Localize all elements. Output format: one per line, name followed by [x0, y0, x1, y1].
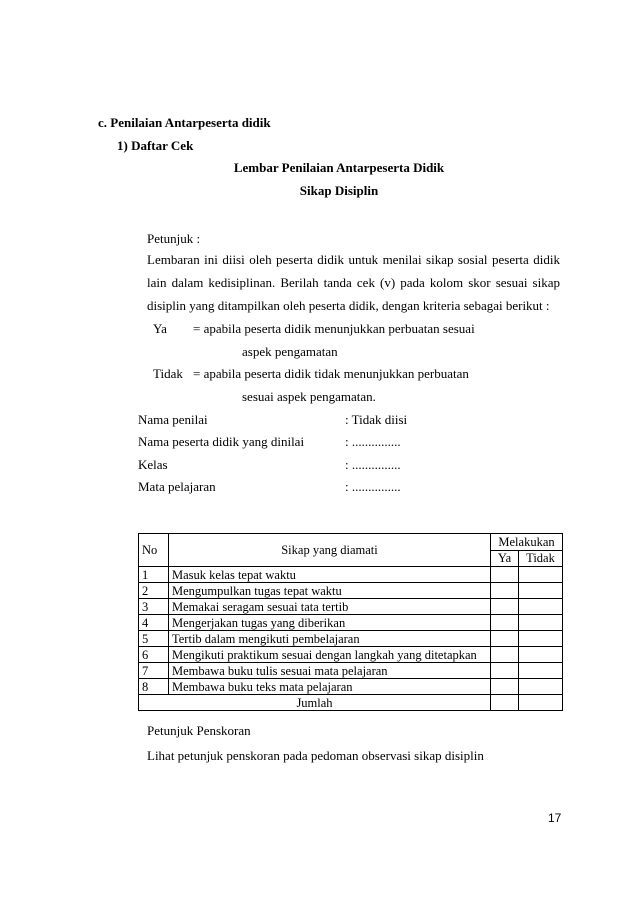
table-row [139, 679, 563, 695]
header-tidak: Tidak [519, 550, 563, 567]
check-ya-cell[interactable] [491, 663, 519, 679]
table-total-row [139, 695, 563, 711]
field-label-mata-pelajaran: Mata pelajaran [138, 479, 216, 494]
table-row [139, 647, 563, 663]
criteria-ya-definition-cont: aspek pengamatan [242, 344, 338, 359]
table-row [139, 631, 563, 647]
check-tidak-cell[interactable] [519, 615, 563, 631]
table-row [139, 599, 563, 615]
criteria-tidak-definition-cont: sesuai aspek pengamatan. [242, 389, 376, 404]
instructions-line-2: lain dalam kedisiplinan. Berilah tanda cek (v) pada kolom skor sesuai sikap [147, 275, 560, 290]
page-number: 17 [548, 811, 562, 825]
table-row [139, 567, 563, 583]
row-sikap: Membawa buku tulis sesuai mata pelajaran [169, 663, 491, 679]
header-sikap: Sikap yang diamati [169, 534, 491, 567]
criteria-ya-definition: = apabila peserta didik menunjukkan perbuatan sesuai [193, 321, 475, 336]
criteria-ya-term: Ya [153, 321, 167, 336]
instructions-line-1: Lembaran ini diisi oleh peserta didik untuk menilai sikap sosial peserta didik [147, 252, 560, 267]
check-ya-cell[interactable] [491, 647, 519, 663]
form-subtitle: Sikap Disiplin [299, 183, 379, 198]
row-sikap: Memakai seragam sesuai tata tertib [169, 599, 491, 615]
check-tidak-cell[interactable] [519, 599, 563, 615]
check-ya-cell[interactable] [491, 631, 519, 647]
field-label-kelas: Kelas [138, 457, 168, 472]
check-tidak-cell[interactable] [519, 631, 563, 647]
check-ya-cell[interactable] [491, 679, 519, 695]
jumlah-ya-cell[interactable] [491, 695, 519, 711]
row-no: 8 [139, 679, 169, 695]
table-row [139, 615, 563, 631]
row-no: 6 [139, 647, 169, 663]
header-ya: Ya [491, 550, 519, 567]
subsection-heading: 1) Daftar Cek [117, 138, 194, 153]
row-sikap: Mengumpulkan tugas tepat waktu [169, 583, 491, 599]
check-ya-cell[interactable] [491, 583, 519, 599]
observation-table [138, 533, 563, 711]
row-sikap: Masuk kelas tepat waktu [169, 567, 491, 583]
check-tidak-cell[interactable] [519, 583, 563, 599]
instructions-line-3: disiplin yang ditampilkan oleh peserta didik, dengan kriteria sebagai berikut : [147, 298, 550, 313]
form-title: Lembar Penilaian Antarpeserta Didik [233, 160, 445, 175]
table-header-row [139, 534, 563, 551]
field-label-nama-penilai: Nama penilai [138, 412, 208, 427]
row-no: 5 [139, 631, 169, 647]
criteria-tidak-term: Tidak [153, 366, 183, 381]
instructions-label: Petunjuk : [147, 231, 201, 246]
field-value-mata-pelajaran: : ............... [345, 479, 401, 494]
row-sikap: Mengerjakan tugas yang diberikan [169, 615, 491, 631]
field-value-nama-peserta: : ............... [345, 434, 401, 449]
row-no: 3 [139, 599, 169, 615]
field-label-nama-peserta: Nama peserta didik yang dinilai [138, 434, 305, 449]
row-sikap: Tertib dalam mengikuti pembelajaran [169, 631, 491, 647]
check-ya-cell[interactable] [491, 615, 519, 631]
check-ya-cell[interactable] [491, 567, 519, 583]
table-row [139, 663, 563, 679]
scoring-text: Lihat petunjuk penskoran pada pedoman observasi sikap disiplin [147, 748, 484, 763]
row-no: 1 [139, 567, 169, 583]
row-no: 2 [139, 583, 169, 599]
row-sikap: Mengikuti praktikum sesuai dengan langkah yang ditetapkan [169, 647, 491, 663]
header-melakukan: Melakukan [491, 534, 563, 551]
check-tidak-cell[interactable] [519, 647, 563, 663]
field-value-kelas: : ............... [345, 457, 401, 472]
field-value-nama-penilai: : Tidak diisi [345, 412, 408, 427]
jumlah-label: Jumlah [139, 695, 491, 711]
check-tidak-cell[interactable] [519, 663, 563, 679]
row-no: 4 [139, 615, 169, 631]
criteria-tidak-definition: = apabila peserta didik tidak menunjukkan perbuatan [193, 366, 469, 381]
section-heading: c. Penilaian Antarpeserta didik [98, 115, 271, 130]
check-tidak-cell[interactable] [519, 679, 563, 695]
check-ya-cell[interactable] [491, 599, 519, 615]
table-row [139, 583, 563, 599]
jumlah-tidak-cell[interactable] [519, 695, 563, 711]
row-no: 7 [139, 663, 169, 679]
header-no: No [139, 534, 169, 567]
scoring-label: Petunjuk Penskoran [147, 723, 251, 738]
row-sikap: Membawa buku teks mata pelajaran [169, 679, 491, 695]
check-tidak-cell[interactable] [519, 567, 563, 583]
